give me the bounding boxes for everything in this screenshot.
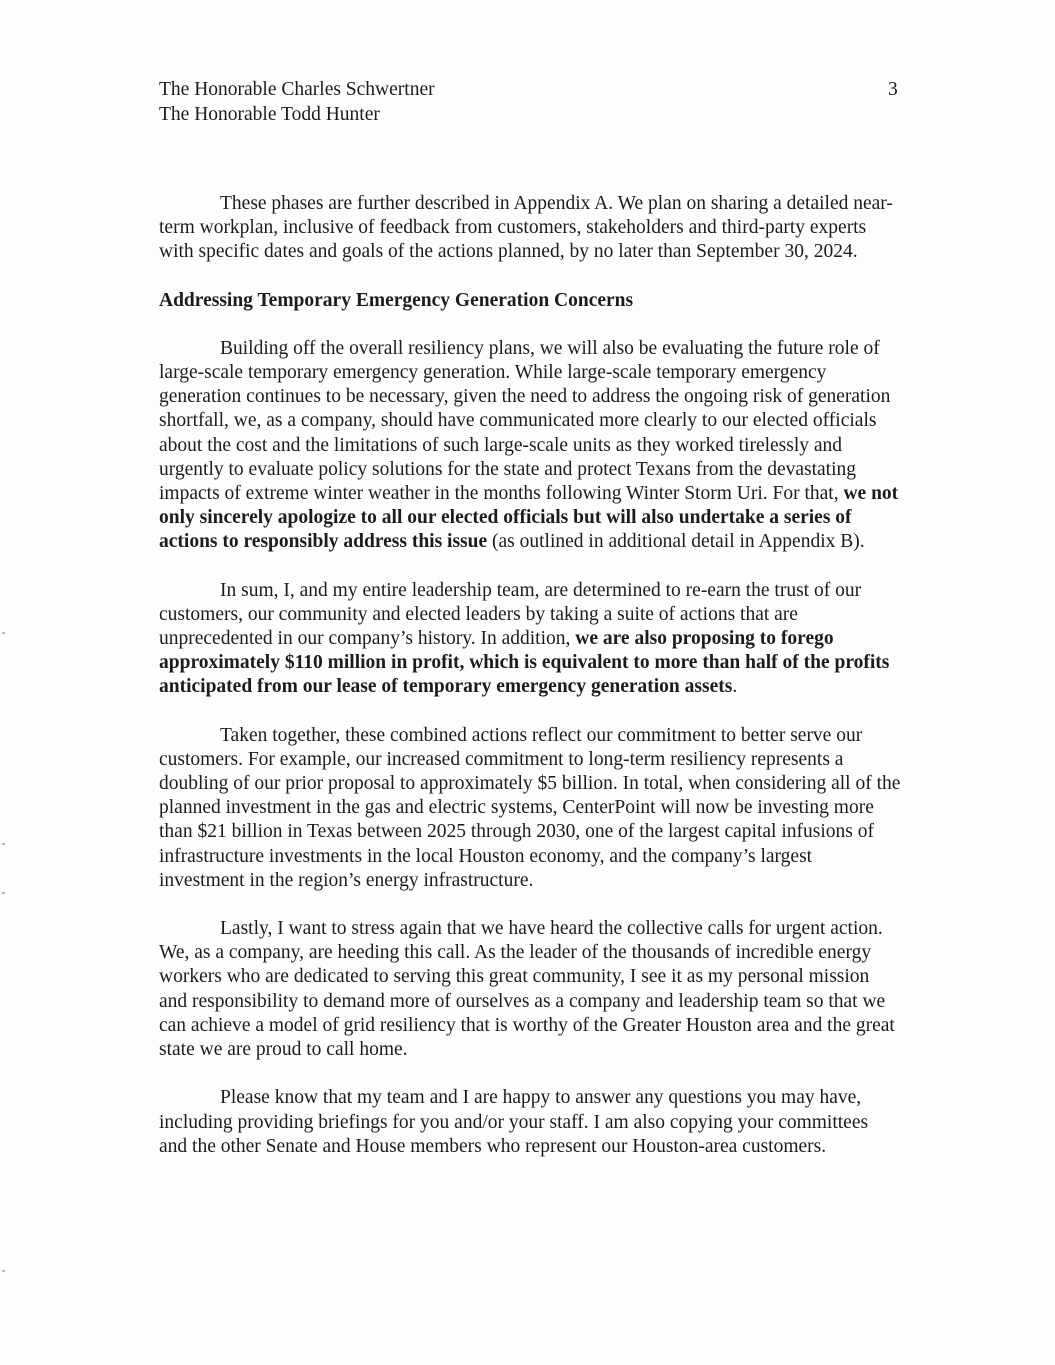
paragraph-urgent-action: Lastly, I want to stress again that we have heard the collective calls for urgent action. We, as a company, are heeding this call. As the leader of the thousands of incredible energy workers who are dedicated to serving this great community, I see it as my personal mission and responsibility to demand more of ourselves as a company and leadership team so that we can achieve a model of grid resiliency that is worthy of the Greater Houston area and the great state we are proud to call home.: [159, 918, 895, 1061]
paragraph-temporary-generation: [159, 337, 901, 555]
scan-mark: [2, 892, 5, 894]
paragraph-text: In sum, I, and my entire leadership team, are determined to re-earn the trust of our customers, our community and elected leaders by taking a suite of actions that are unprecedented in our company’s history. In addition,: [159, 579, 862, 650]
scan-mark: [2, 1270, 5, 1272]
paragraph-text: .: [732, 676, 738, 698]
paragraph-bold-text: we are also proposing to forego approximately $110 million in profit, which is equivalent to more than half of the profits anticipated from our lease of temporary emergency generation assets: [159, 628, 890, 698]
paragraph-combined-actions: Taken together, these combined actions reflect our commitment to better serve our customers. For example, our increased commitment to long-term resiliency represents a doubling of our prior proposal to approximately $5 billion. In total, when considering all of the planned investment in the gas and electric systems, CenterPoint will now be investing more than $21 billion in Texas between 2025 through 2030, one of the largest capital infusions of infrastructure investments in the local Houston economy, and the company’s largest investment in the region’s energy infrastructure.: [159, 724, 901, 891]
scan-mark: [2, 632, 5, 634]
letter-body: [159, 192, 901, 1183]
paragraph-appendix-a: These phases are further described in Appendix A. We plan on sharing a detailed near-term workplan, inclusive of feedback from customers, stakeholders and third-party experts with specific dates and goals of the actions planned, by no later than September 30, 2024.: [159, 193, 893, 263]
recipient-line-1: The Honorable Charles Schwertner: [159, 79, 435, 100]
paragraph-re-earn-trust: [159, 579, 901, 700]
paragraph-text: Building off the overall resiliency plans, we will also be evaluating the future role of large-scale temporary emergency generation. While large-scale temporary emergency generation continues to be necessary, given the need to address the ongoing risk of generation shortfall, we, as a company, should have communicated more clearly to our elected officials about the cost and the limitations of such large-scale units as they worked tirelessly and urgently to evaluate policy solutions for the state and protect Texans from the devastating impacts of extreme winter weather in the months following Winter Storm Uri. For that,: [159, 337, 891, 505]
paragraph-bold-text: we not only sincerely apologize to all our elected officials but will also undertake a series of actions to responsibly address this issue: [159, 483, 899, 553]
section-heading: Addressing Temporary Emergency Generation Concerns: [159, 289, 634, 311]
paragraph-closing: Please know that my team and I are happy to answer any questions you may have, including providing briefings for you and/or your staff. I am also copying your committees and the other Senate and House members who represent our Houston-area customers.: [159, 1087, 869, 1157]
paragraph-text: (as outlined in additional detail in Appendix B).: [487, 531, 865, 553]
recipient-line-2: The Honorable Todd Hunter: [159, 103, 380, 125]
scan-mark: [2, 843, 5, 845]
recipient-block: [159, 78, 435, 127]
page-number: 3: [888, 79, 898, 100]
